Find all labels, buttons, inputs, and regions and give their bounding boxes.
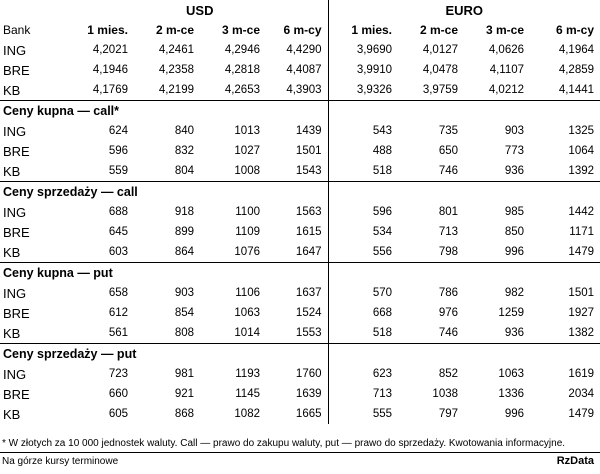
usd-value: 612 bbox=[108, 307, 128, 319]
usd-value: 1063 bbox=[234, 307, 260, 319]
usd-value: 1106 bbox=[235, 287, 260, 299]
usd-col-header: 3 m-ce bbox=[221, 23, 260, 37]
table-row bbox=[0, 222, 600, 242]
usd-value: 1647 bbox=[266, 242, 328, 263]
usd-value: 688 bbox=[108, 206, 128, 218]
euro-value: 852 bbox=[438, 368, 459, 380]
section-header-row bbox=[0, 344, 600, 365]
usd-value: 1543 bbox=[266, 161, 328, 182]
euro-value: 650 bbox=[438, 145, 459, 157]
euro-value: 1479 bbox=[568, 408, 595, 420]
euro-value: 2034 bbox=[568, 388, 595, 400]
usd-col-header: 1 mies. bbox=[87, 23, 128, 37]
euro-value: 534 bbox=[328, 222, 398, 242]
euro-value: 713 bbox=[438, 226, 459, 238]
euro-value: 1927 bbox=[568, 307, 595, 319]
table-row bbox=[0, 141, 600, 161]
euro-value: 3,9326 bbox=[328, 80, 398, 101]
usd-value: 4,2461 bbox=[158, 44, 194, 56]
bank-name: BRE bbox=[3, 305, 30, 321]
usd-value: 899 bbox=[174, 226, 194, 238]
euro-value: 556 bbox=[328, 242, 398, 263]
usd-value: 868 bbox=[174, 408, 194, 420]
usd-value: 832 bbox=[174, 145, 194, 157]
euro-value: 543 bbox=[328, 121, 398, 141]
euro-value: 985 bbox=[504, 206, 525, 218]
euro-value: 1063 bbox=[498, 368, 525, 380]
euro-value: 4,1964 bbox=[558, 44, 595, 56]
usd-value: 840 bbox=[174, 125, 194, 137]
usd-value: 1076 bbox=[200, 242, 266, 263]
euro-value: 1392 bbox=[530, 161, 600, 182]
euro-value: 713 bbox=[328, 384, 398, 404]
euro-col-header: 3 m-ce bbox=[485, 23, 525, 37]
usd-value: 4,2021 bbox=[92, 44, 128, 56]
bank-name: BRE bbox=[3, 143, 30, 159]
section-header-row bbox=[0, 263, 600, 284]
euro-value: 4,0626 bbox=[488, 44, 525, 56]
euro-value: 4,0127 bbox=[422, 44, 459, 56]
bank-name: KB bbox=[3, 406, 21, 422]
usd-value: 4,2818 bbox=[224, 64, 260, 76]
bank-name: KB bbox=[0, 323, 72, 344]
euro-value: 518 bbox=[328, 323, 398, 344]
column-header-row bbox=[0, 20, 600, 40]
usd-value: 4,4290 bbox=[286, 44, 322, 56]
brand-label: RzData bbox=[556, 455, 594, 467]
bank-name: BRE bbox=[3, 62, 30, 78]
euro-value: 1038 bbox=[432, 388, 459, 400]
euro-value: 903 bbox=[504, 125, 525, 137]
usd-value: 4,2199 bbox=[134, 80, 200, 101]
euro-value: 1619 bbox=[568, 368, 595, 380]
usd-value: 1013 bbox=[234, 125, 260, 137]
footer-divider bbox=[0, 452, 600, 453]
usd-value: 605 bbox=[108, 408, 128, 420]
euro-value: 1171 bbox=[569, 226, 595, 238]
usd-value: 1193 bbox=[235, 368, 260, 380]
euro-value: 798 bbox=[398, 242, 464, 263]
table-row bbox=[0, 60, 600, 80]
euro-value: 623 bbox=[328, 364, 398, 384]
euro-value: 488 bbox=[328, 141, 398, 161]
usd-value: 804 bbox=[134, 161, 200, 182]
euro-value: 570 bbox=[328, 283, 398, 303]
euro-value: 1501 bbox=[568, 287, 595, 299]
usd-value: 1109 bbox=[235, 226, 260, 238]
euro-value: 850 bbox=[504, 226, 525, 238]
euro-value: 668 bbox=[328, 303, 398, 323]
euro-value: 1479 bbox=[530, 242, 600, 263]
usd-value: 1008 bbox=[200, 161, 266, 182]
usd-value: 660 bbox=[108, 388, 128, 400]
euro-value: 4,0478 bbox=[422, 64, 459, 76]
euro-value: 786 bbox=[438, 287, 459, 299]
euro-col-header: 6 m-cy bbox=[555, 23, 595, 37]
bank-name: BRE bbox=[3, 224, 30, 240]
euro-value: 4,1441 bbox=[530, 80, 600, 101]
euro-value: 4,1107 bbox=[489, 64, 525, 76]
table-row bbox=[0, 161, 600, 182]
bank-name: ING bbox=[3, 285, 27, 301]
section-spacer bbox=[328, 263, 600, 284]
section-title: Ceny kupna — call* bbox=[3, 104, 120, 118]
euro-value: 1325 bbox=[568, 125, 595, 137]
usd-value: 1524 bbox=[295, 307, 322, 319]
table-row bbox=[0, 303, 600, 323]
usd-value: 596 bbox=[108, 145, 128, 157]
usd-value: 1014 bbox=[200, 323, 266, 344]
usd-header: USD bbox=[186, 2, 214, 18]
euro-value: 746 bbox=[398, 161, 464, 182]
table-row bbox=[0, 121, 600, 141]
section-title: Ceny sprzedaży — put bbox=[3, 347, 137, 361]
euro-value: 982 bbox=[504, 287, 525, 299]
usd-value: 918 bbox=[174, 206, 194, 218]
bank-name: ING bbox=[3, 42, 27, 58]
euro-value: 1442 bbox=[568, 206, 595, 218]
usd-value: 658 bbox=[108, 287, 128, 299]
usd-value: 4,1769 bbox=[72, 80, 134, 101]
euro-value: 936 bbox=[464, 323, 530, 344]
usd-value: 561 bbox=[72, 323, 134, 344]
usd-value: 903 bbox=[174, 287, 194, 299]
usd-value: 4,2358 bbox=[158, 64, 194, 76]
currency-header-row bbox=[0, 0, 600, 20]
euro-value: 3,9910 bbox=[328, 60, 398, 80]
table-row bbox=[0, 384, 600, 404]
usd-col-header: 6 m-cy bbox=[283, 23, 322, 37]
section-spacer bbox=[328, 101, 600, 122]
usd-value: 1665 bbox=[295, 408, 322, 420]
bank-name: KB bbox=[0, 80, 72, 101]
bank-name: ING bbox=[3, 204, 27, 220]
euro-value: 936 bbox=[464, 161, 530, 182]
usd-value: 854 bbox=[174, 307, 194, 319]
table-row bbox=[0, 242, 600, 263]
usd-value: 864 bbox=[134, 242, 200, 263]
usd-value: 1760 bbox=[295, 368, 322, 380]
euro-value: 996 bbox=[504, 408, 525, 420]
euro-value: 976 bbox=[438, 307, 459, 319]
usd-value: 624 bbox=[108, 125, 128, 137]
euro-value: 555 bbox=[328, 404, 398, 424]
section-spacer bbox=[328, 344, 600, 365]
euro-value: 797 bbox=[438, 408, 459, 420]
usd-value: 1553 bbox=[266, 323, 328, 344]
euro-value: 801 bbox=[438, 206, 459, 218]
usd-value: 981 bbox=[174, 368, 194, 380]
usd-value: 4,4087 bbox=[286, 64, 322, 76]
section-header-row bbox=[0, 101, 600, 122]
bank-name: ING bbox=[3, 366, 27, 382]
section-title: Ceny sprzedaży — call bbox=[3, 185, 138, 199]
usd-value: 4,1946 bbox=[92, 64, 128, 76]
euro-value: 3,9690 bbox=[328, 40, 398, 60]
usd-value: 559 bbox=[72, 161, 134, 182]
usd-value: 4,3903 bbox=[266, 80, 328, 101]
usd-value: 4,2653 bbox=[200, 80, 266, 101]
euro-value: 996 bbox=[464, 242, 530, 263]
euro-value: 3,9759 bbox=[398, 80, 464, 101]
usd-value: 1615 bbox=[295, 226, 322, 238]
euro-value: 1064 bbox=[568, 145, 595, 157]
euro-value: 1336 bbox=[498, 388, 525, 400]
bank-name: BRE bbox=[3, 386, 30, 402]
euro-value: 596 bbox=[328, 202, 398, 222]
usd-value: 1145 bbox=[235, 388, 260, 400]
usd-value: 1100 bbox=[235, 206, 260, 218]
bank-column-header: Bank bbox=[3, 23, 31, 37]
euro-value: 773 bbox=[504, 145, 525, 157]
bank-name: ING bbox=[3, 123, 27, 139]
footnote: * W złotych za 10 000 jednostek waluty. Call — prawo do zakupu waluty, put — prawo do sprzedaży. Kwotowania informacyjne. bbox=[2, 438, 566, 449]
bank-name: KB bbox=[0, 242, 72, 263]
table-row bbox=[0, 364, 600, 384]
table-row bbox=[0, 80, 600, 101]
usd-value: 1082 bbox=[234, 408, 260, 420]
euro-value: 735 bbox=[438, 125, 459, 137]
usd-value: 1637 bbox=[295, 287, 322, 299]
usd-value: 808 bbox=[134, 323, 200, 344]
usd-value: 921 bbox=[174, 388, 194, 400]
usd-col-header: 2 m-ce bbox=[155, 23, 194, 37]
euro-value: 1259 bbox=[498, 307, 525, 319]
euro-value: 4,0212 bbox=[464, 80, 530, 101]
euro-col-header: 1 mies. bbox=[328, 20, 398, 40]
usd-value: 1027 bbox=[234, 145, 260, 157]
usd-value: 645 bbox=[108, 226, 128, 238]
section-header-row bbox=[0, 182, 600, 203]
source-note: Na górze kursy terminowe bbox=[2, 456, 119, 467]
bank-name: KB bbox=[0, 161, 72, 182]
table-row bbox=[0, 404, 600, 424]
table-row bbox=[0, 323, 600, 344]
usd-value: 4,2946 bbox=[224, 44, 260, 56]
table-row bbox=[0, 202, 600, 222]
euro-value: 4,2859 bbox=[558, 64, 595, 76]
section-spacer bbox=[328, 182, 600, 203]
usd-value: 603 bbox=[72, 242, 134, 263]
euro-value: 518 bbox=[328, 161, 398, 182]
section-title: Ceny kupna — put bbox=[3, 266, 113, 280]
table-row bbox=[0, 283, 600, 303]
euro-value: 746 bbox=[398, 323, 464, 344]
usd-value: 723 bbox=[108, 368, 128, 380]
euro-header: EURO bbox=[328, 0, 600, 20]
usd-value: 1501 bbox=[295, 145, 322, 157]
usd-value: 1639 bbox=[295, 388, 322, 400]
usd-value: 1439 bbox=[295, 125, 322, 137]
table-row bbox=[0, 40, 600, 60]
usd-value: 1563 bbox=[295, 206, 322, 218]
euro-col-header: 2 m-ce bbox=[419, 23, 459, 37]
euro-value: 1382 bbox=[530, 323, 600, 344]
